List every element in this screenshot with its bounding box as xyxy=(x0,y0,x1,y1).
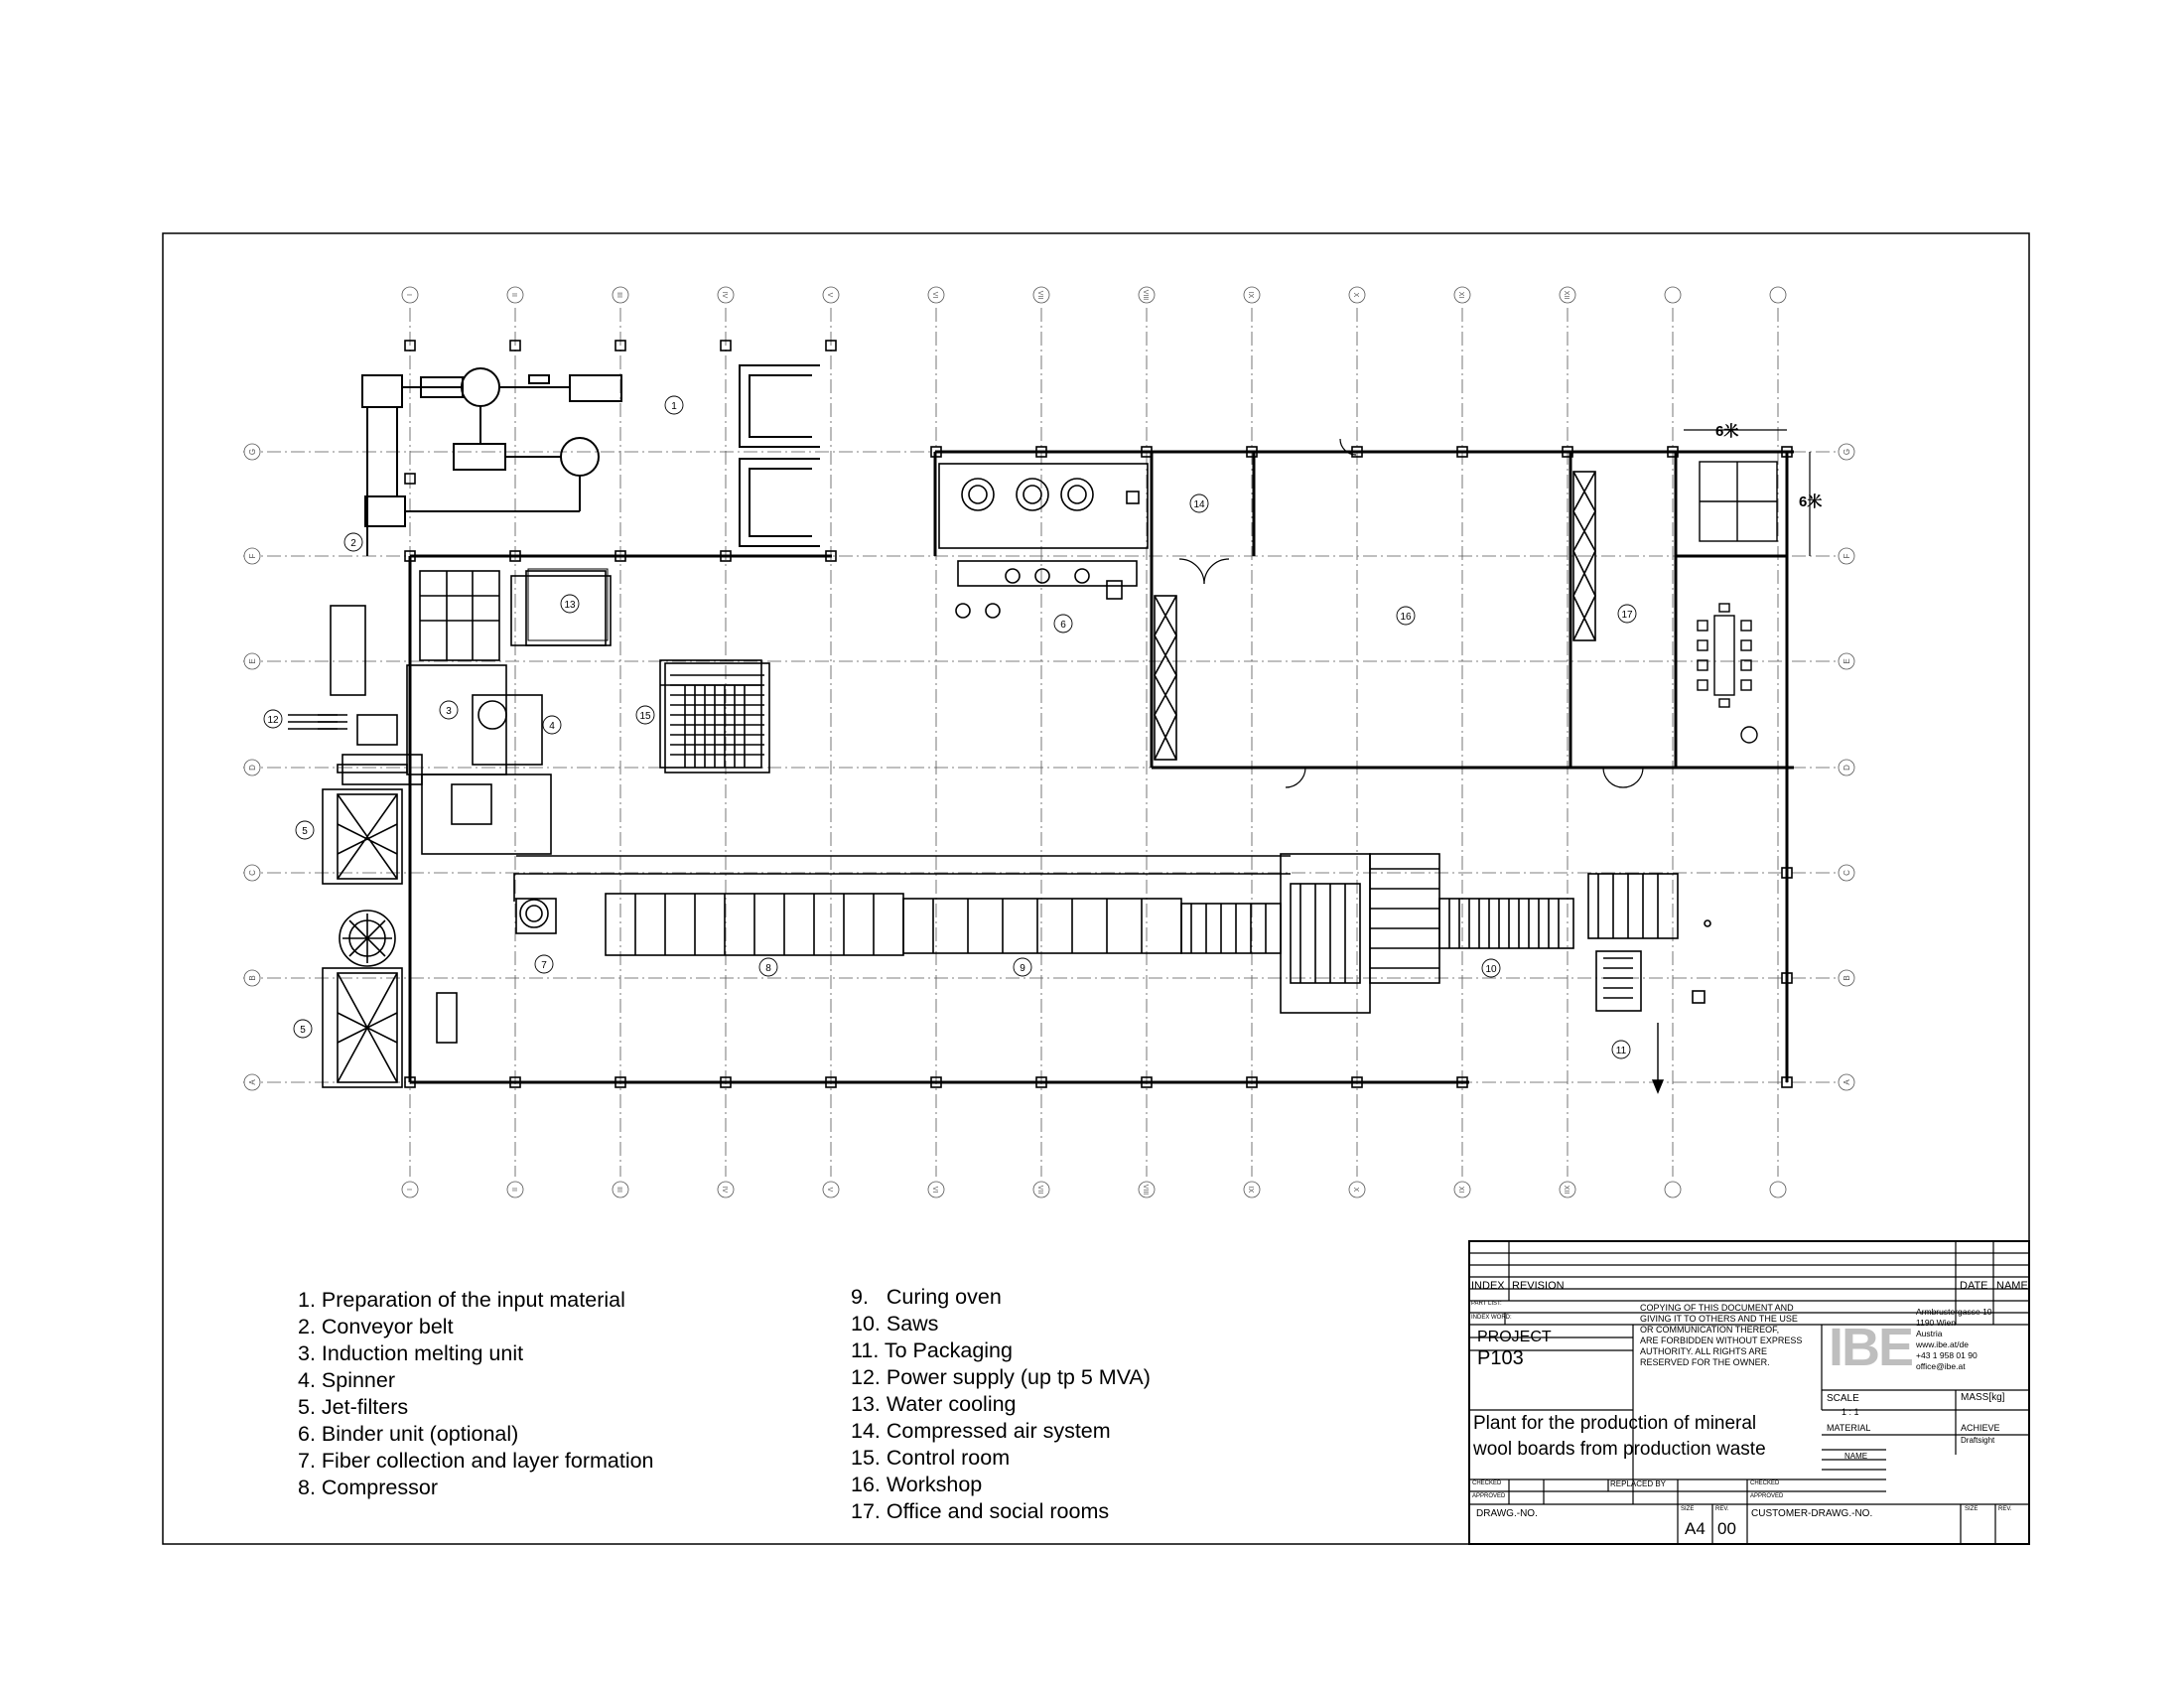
tb-approved: APPROVED xyxy=(1472,1493,1506,1499)
grid-bubble-col-label: I xyxy=(405,294,412,296)
room-marker xyxy=(636,706,654,724)
tb-replaced-by: REPLACED BY xyxy=(1610,1479,1667,1488)
room-number-label: 15 xyxy=(639,711,651,722)
legend-item: 9. Curing oven xyxy=(851,1285,1002,1309)
room-marker xyxy=(1014,958,1031,976)
room-number-label: 17 xyxy=(1621,610,1633,621)
legend-item: 3. Induction melting unit xyxy=(298,1341,524,1365)
room-number-markers xyxy=(264,396,1636,1058)
tb-index: INDEX xyxy=(1471,1280,1505,1292)
tb-drawing-number-label: DRAWG.-NO. xyxy=(1476,1508,1538,1519)
grid-bubble-row-label: E xyxy=(248,658,257,664)
grid-bubble-col xyxy=(613,1182,628,1197)
grid-bubble-col xyxy=(823,287,839,303)
grid-bubble-col xyxy=(1560,287,1575,303)
room-number-label: 4 xyxy=(549,721,555,732)
grid-bubble-col xyxy=(402,1182,418,1197)
tb-size-value: A4 xyxy=(1685,1519,1706,1538)
grid-bubble-col-label: III xyxy=(615,1187,622,1193)
tb-name-label: NAME xyxy=(1844,1452,1868,1461)
packaging-arrow xyxy=(1653,1023,1663,1092)
grid-bubble-row-label: D xyxy=(248,765,257,771)
legend-item: 11. To Packaging xyxy=(851,1338,1013,1362)
grid-bubble-row xyxy=(244,865,260,881)
grid-bubble-col xyxy=(402,287,418,303)
grid-bubble-col xyxy=(1139,287,1155,303)
grid-bubble-row xyxy=(244,548,260,564)
dimension-horizontal: 6米 xyxy=(1715,423,1739,440)
grid-bubble-row-label: G xyxy=(1843,448,1851,456)
melting-and-filter-equipment xyxy=(318,571,769,1087)
grid-bubble-col-label: II xyxy=(510,293,517,297)
grid-bubble-col xyxy=(1454,287,1470,303)
grid-bubble-col-label: X xyxy=(1352,1187,1359,1193)
grid-bubble-col-label: IX xyxy=(1247,291,1254,299)
room-number-label: 6 xyxy=(1060,620,1066,631)
room-marker xyxy=(543,716,561,734)
power-supply-arrows xyxy=(288,715,338,729)
legend-item: 12. Power supply (up tp 5 MVA) xyxy=(851,1365,1151,1389)
grid-bubble-col xyxy=(1560,1182,1575,1197)
grid-bubble-row-label: B xyxy=(248,975,257,981)
grid-bubble-col xyxy=(613,287,628,303)
tb-approved-2: APPROVED xyxy=(1750,1493,1784,1499)
grid-bubble-row-label: C xyxy=(1843,870,1851,876)
grid-bubble-row-label: B xyxy=(1843,975,1851,981)
grid-bubble-row xyxy=(1839,760,1854,775)
grid-bubble-row xyxy=(1839,653,1854,669)
tb-checked: CHECKED xyxy=(1472,1480,1502,1486)
tb-part-list: PART LIST: xyxy=(1471,1301,1502,1307)
grid-bubble-col xyxy=(928,1182,944,1197)
tb-achieve-label: ACHIEVE xyxy=(1961,1423,2000,1433)
grid-bubble-row xyxy=(1839,444,1854,460)
room-number-label: 1 xyxy=(671,401,677,412)
tb-project-number: P103 xyxy=(1477,1347,1524,1369)
tb-scale-label: SCALE xyxy=(1827,1393,1859,1404)
room-number-label: 2 xyxy=(350,538,356,549)
grid-bubble-row xyxy=(1839,865,1854,881)
grid-bubble-row xyxy=(244,444,260,460)
room-marker xyxy=(1054,615,1072,633)
room-number-label: 7 xyxy=(541,960,547,971)
room-marker xyxy=(294,1020,312,1038)
input-preparation-area xyxy=(362,365,820,556)
room-number-label: 5 xyxy=(300,1025,306,1036)
room-marker xyxy=(264,710,282,728)
grid-bubble-col-label: I xyxy=(405,1189,412,1191)
grid-bubble-col xyxy=(1665,287,1681,303)
room-number-label: 3 xyxy=(446,706,452,717)
room-number-label: 16 xyxy=(1400,612,1412,623)
production-line xyxy=(514,854,1710,1013)
tb-mass-label: MASS[kg] xyxy=(1961,1392,2005,1403)
grid-bubble-row-label: E xyxy=(1843,658,1851,664)
legend-item: 14. Compressed air system xyxy=(851,1419,1111,1443)
legend-item: 2. Conveyor belt xyxy=(298,1315,454,1338)
tb-customer-drawing-number: CUSTOMER-DRAWG.-NO. xyxy=(1751,1508,1873,1519)
legend-right xyxy=(851,1284,1151,1525)
legend-item: 5. Jet-filters xyxy=(298,1395,409,1419)
room-marker xyxy=(1482,959,1500,977)
tb-name: NAME xyxy=(1996,1280,2028,1292)
grid-bubble-col-label: VIII xyxy=(1142,1184,1149,1196)
legend-item: 13. Water cooling xyxy=(851,1392,1017,1416)
grid-bubble-col xyxy=(1244,287,1260,303)
grid-bubble-row-label: D xyxy=(1843,765,1851,771)
tb-rev-label-2: REV. xyxy=(1998,1506,2012,1512)
grid-bubbles xyxy=(244,287,1854,1197)
tb-achieve-value: Draftsight xyxy=(1961,1436,1995,1445)
grid-bubble-col-label: XII xyxy=(1563,1185,1570,1195)
grid-bubble-row xyxy=(1839,548,1854,564)
grid-bubble-row xyxy=(1839,1074,1854,1090)
grid-bubble-col-label: VI xyxy=(931,291,938,299)
tb-material-label: MATERIAL xyxy=(1827,1423,1871,1433)
room-number-label: 10 xyxy=(1485,964,1497,975)
legend-item: 10. Saws xyxy=(851,1312,939,1336)
room-number-label: 13 xyxy=(564,600,576,611)
legend-item: 8. Compressor xyxy=(298,1476,438,1499)
binder-unit xyxy=(939,464,1148,618)
grid-bubble-row-label: F xyxy=(248,553,257,559)
legend-item: 4. Spinner xyxy=(298,1368,396,1392)
room-marker xyxy=(561,595,579,613)
room-number-label: 11 xyxy=(1615,1046,1627,1056)
room-marker xyxy=(1190,494,1208,512)
room-marker xyxy=(1618,605,1636,623)
grid-bubble-row-label: F xyxy=(1843,553,1851,559)
control-room-stairs xyxy=(660,660,761,768)
room-number-label: 12 xyxy=(267,715,279,726)
grid-bubble-col xyxy=(1033,1182,1049,1197)
grid-bubble-col-label: XI xyxy=(1457,1186,1464,1194)
office-furniture xyxy=(1698,462,1777,743)
building-walls xyxy=(410,452,1794,1082)
dimension-vertical: 6米 xyxy=(1799,493,1823,510)
room-number-label: 14 xyxy=(1193,499,1205,510)
legend-item: 17. Office and social rooms xyxy=(851,1499,1110,1523)
legend-left xyxy=(298,1287,654,1501)
grid-bubble-col-label: IX xyxy=(1247,1186,1254,1194)
workshop-racks xyxy=(1155,472,1595,760)
drawing-title: Plant for the production of mineral wool boards from production waste xyxy=(1473,1413,1766,1460)
grid-bubble-row xyxy=(1839,970,1854,986)
grid-bubble-col xyxy=(1244,1182,1260,1197)
grid-bubble-col xyxy=(1665,1182,1681,1197)
grid-bubble-col xyxy=(1770,1182,1786,1197)
grid-bubble-col xyxy=(1454,1182,1470,1197)
grid-bubble-col xyxy=(1770,287,1786,303)
grid-bubble-col xyxy=(507,287,523,303)
room-marker xyxy=(535,955,553,973)
grid-bubble-col-label: VII xyxy=(1036,290,1043,300)
grid-bubble-col xyxy=(1349,1182,1365,1197)
grid-bubble-col-label: X xyxy=(1352,292,1359,298)
tb-scale-value: 1 : 1 xyxy=(1842,1407,1859,1417)
grid-bubble-row xyxy=(244,653,260,669)
room-marker xyxy=(759,958,777,976)
tb-project-label: PROJECT xyxy=(1477,1329,1552,1345)
tb-revision: REVISION xyxy=(1512,1280,1565,1292)
dimension-lines xyxy=(1684,430,1810,556)
tb-size-label-2: SIZE xyxy=(1965,1506,1979,1512)
room-marker xyxy=(344,533,362,551)
legend-item: 15. Control room xyxy=(851,1446,1011,1470)
grid-bubble-row xyxy=(244,1074,260,1090)
grid-bubble-col-label: XII xyxy=(1563,290,1570,300)
grid-bubble-row xyxy=(244,760,260,775)
legend-item: 7. Fiber collection and layer formation xyxy=(298,1449,654,1473)
grid-bubble-col xyxy=(1033,287,1049,303)
grid-bubble-col-label: IV xyxy=(721,1186,728,1194)
room-number-label: 8 xyxy=(765,963,771,974)
tb-rev-label: REV. xyxy=(1715,1506,1729,1512)
grid-bubble-row-label: A xyxy=(1843,1079,1851,1085)
grid-bubble-row-label: C xyxy=(248,870,257,876)
tb-index-word: INDEX WORD: xyxy=(1471,1315,1512,1321)
grid-bubble-row-label: G xyxy=(248,448,257,456)
room-marker xyxy=(1612,1041,1630,1058)
grid-bubble-col xyxy=(1349,287,1365,303)
room-number-label: 9 xyxy=(1020,963,1025,974)
company-logo: IBE xyxy=(1829,1318,1913,1377)
grid-bubble-col xyxy=(718,287,734,303)
grid-bubble-col xyxy=(928,287,944,303)
grid-bubble-col xyxy=(823,1182,839,1197)
legend-item: 16. Workshop xyxy=(851,1473,983,1496)
room-marker xyxy=(1397,607,1415,625)
legend-item: 6. Binder unit (optional) xyxy=(298,1422,519,1446)
grid-bubble-col xyxy=(1139,1182,1155,1197)
tb-size-label: SIZE xyxy=(1681,1506,1695,1512)
grid-bubble-col-label: VII xyxy=(1036,1185,1043,1195)
tb-rev-value: 00 xyxy=(1717,1519,1736,1538)
room-marker xyxy=(665,396,683,414)
room-marker xyxy=(440,701,458,719)
tb-date: DATE xyxy=(1960,1280,1988,1292)
room-number-label: 5 xyxy=(302,826,308,837)
grid-bubble-row xyxy=(244,970,260,986)
legend-item: 1. Preparation of the input material xyxy=(298,1288,625,1312)
grid-bubble-col-label: XI xyxy=(1457,291,1464,299)
grid-bubble-col-label: II xyxy=(510,1188,517,1192)
grid-bubble-row-label: A xyxy=(248,1079,257,1085)
grid-bubble-col-label: IV xyxy=(721,291,728,299)
tb-copyright: COPYING OF THIS DOCUMENT AND GIVING IT TO OTHERS AND THE USE OR COMMUNICATION THEREOF, ARE FORBIDDEN WITHOUT EXPRESS AUTHORITY. ALL RIGHTS ARE RESERVED FOR THE OWNER. xyxy=(1640,1303,1803,1367)
grid-bubble-col-label: V xyxy=(826,1187,833,1193)
grid-bubble-col xyxy=(718,1182,734,1197)
tb-address: Armbrustergasse 10 1190 Wien Austria www.ibe.at/de +43 1 958 01 90 office@ibe.at xyxy=(1916,1307,1992,1371)
grid-bubble-col-label: VI xyxy=(931,1186,938,1194)
grid-bubble-col-label: V xyxy=(826,292,833,298)
grid-bubble-col-label: VIII xyxy=(1142,289,1149,301)
tb-checked-2: CHECKED xyxy=(1750,1480,1780,1486)
room-marker xyxy=(296,821,314,839)
grid-bubble-col-label: III xyxy=(615,292,622,298)
grid-bubble-col xyxy=(507,1182,523,1197)
